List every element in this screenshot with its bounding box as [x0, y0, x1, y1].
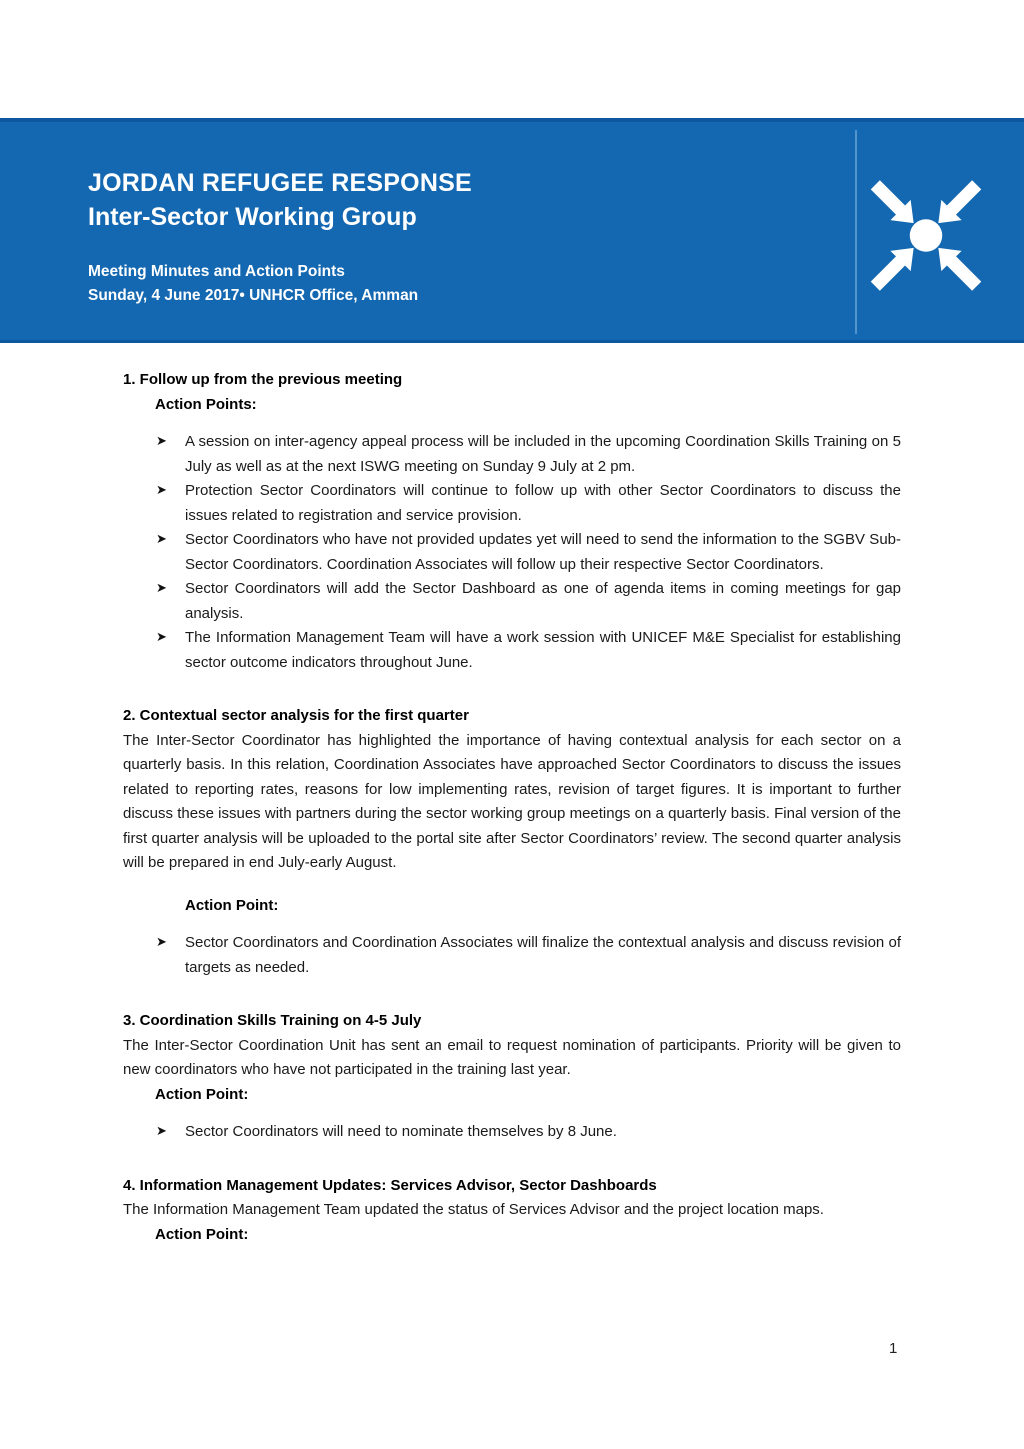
- action-point-item: [123, 931, 901, 980]
- arrow-bullet-icon: ➤: [156, 532, 167, 547]
- action-point-text: Sector Coordinators will add the Sector Dashboard as one of agenda items in coming meetings for gap analysis.: [185, 580, 901, 622]
- action-point-text: Sector Coordinators who have not provided updates yet will need to send the information to the SGBV Sub-Sector Coordinators. Coordination Associates will follow up their respective Sector Coordinators.: [185, 531, 901, 573]
- logo-center-dot: [910, 219, 943, 252]
- section-heading: 2. Contextual sector analysis for the first quarter: [123, 707, 469, 724]
- action-point-label: Action Point:: [155, 1225, 249, 1243]
- action-point-item: [123, 479, 901, 528]
- action-point-item: [123, 430, 901, 479]
- arrow-bullet-icon: ➤: [156, 1124, 167, 1139]
- document-header-band: [0, 118, 1024, 343]
- converging-arrows-logo: [861, 168, 991, 303]
- arrow-bullet-icon: ➤: [156, 935, 167, 950]
- arrow-bullet-icon: ➤: [156, 581, 167, 596]
- header-divider-line: [855, 130, 857, 334]
- page-number: 1: [889, 1340, 898, 1357]
- meeting-minutes-section: [123, 1174, 901, 1248]
- section-heading: 3. Coordination Skills Training on 4-5 July: [123, 1012, 422, 1029]
- header-text-block: [88, 168, 472, 305]
- action-point-label: Action Point:: [155, 1085, 249, 1103]
- document-title-line1: JORDAN REFUGEE RESPONSE: [88, 169, 472, 197]
- action-point-item: [123, 626, 901, 675]
- arrow-bullet-icon: ➤: [156, 483, 167, 498]
- action-point-item: [123, 577, 901, 626]
- section-paragraph: The Inter-Sector Coordination Unit has sent an email to request nomination of participants. Priority will be given to new coordinators who have not participated in the training last year.: [123, 1036, 901, 1078]
- document-subtitle-line1: Meeting Minutes and Action Points: [88, 263, 345, 280]
- action-point-text: A session on inter-agency appeal process will be included in the upcoming Coordination Skills Training on 5 July as well as at the next ISWG meeting on Sunday 9 July at 2 pm.: [185, 433, 901, 475]
- action-points-list: [123, 1120, 901, 1145]
- action-point-label: Action Point:: [185, 896, 279, 914]
- action-point-label: Action Points:: [155, 395, 257, 413]
- meeting-minutes-section: [123, 704, 901, 980]
- section-paragraph: The Inter-Sector Coordinator has highlighted the importance of having contextual analysis for each sector on a quarterly basis. In this relation, Coordination Associates have approached Sector Coordinators to discuss the issues related to reporting rates, reasons for low implementing rates, revision of target figures. It is important to further discuss these issues with partners during the sector working group meetings on a quarterly basis. Final version of the first quarter analysis will be uploaded to the portal site after Sector Coordinators’ review. The second quarter analysis will be prepared in end July-early August.: [123, 731, 901, 871]
- action-point-item: [123, 1120, 901, 1145]
- meeting-minutes-section: [123, 1009, 901, 1145]
- action-point-text: Sector Coordinators will need to nominate themselves by 8 June.: [185, 1123, 617, 1140]
- document-title-line2: Inter-Sector Working Group: [88, 203, 417, 231]
- action-points-list: [123, 931, 901, 980]
- meeting-minutes-section: [123, 368, 901, 675]
- section-heading: 4. Information Management Updates: Services Advisor, Sector Dashboards: [123, 1176, 657, 1194]
- document-subtitle-line2: Sunday, 4 June 2017• UNHCR Office, Amman: [88, 287, 419, 304]
- action-point-text: Sector Coordinators and Coordination Associates will finalize the contextual analysis and discuss revision of targets as needed.: [185, 934, 901, 976]
- section-heading: 1. Follow up from the previous meeting: [123, 371, 403, 388]
- arrow-bullet-icon: ➤: [156, 630, 167, 645]
- action-point-text: The Information Management Team will have a work session with UNICEF M&E Specialist for establishing sector outcome indicators throughout June.: [185, 629, 901, 671]
- action-point-text: Protection Sector Coordinators will continue to follow up with other Sector Coordinators to discuss the issues related to registration and service provision.: [185, 482, 901, 524]
- action-points-list: [123, 430, 901, 675]
- arrow-bullet-icon: ➤: [156, 434, 167, 449]
- action-point-item: [123, 528, 901, 577]
- section-paragraph: The Information Management Team updated the status of Services Advisor and the project location maps.: [123, 1201, 824, 1218]
- document-body: [123, 368, 901, 1247]
